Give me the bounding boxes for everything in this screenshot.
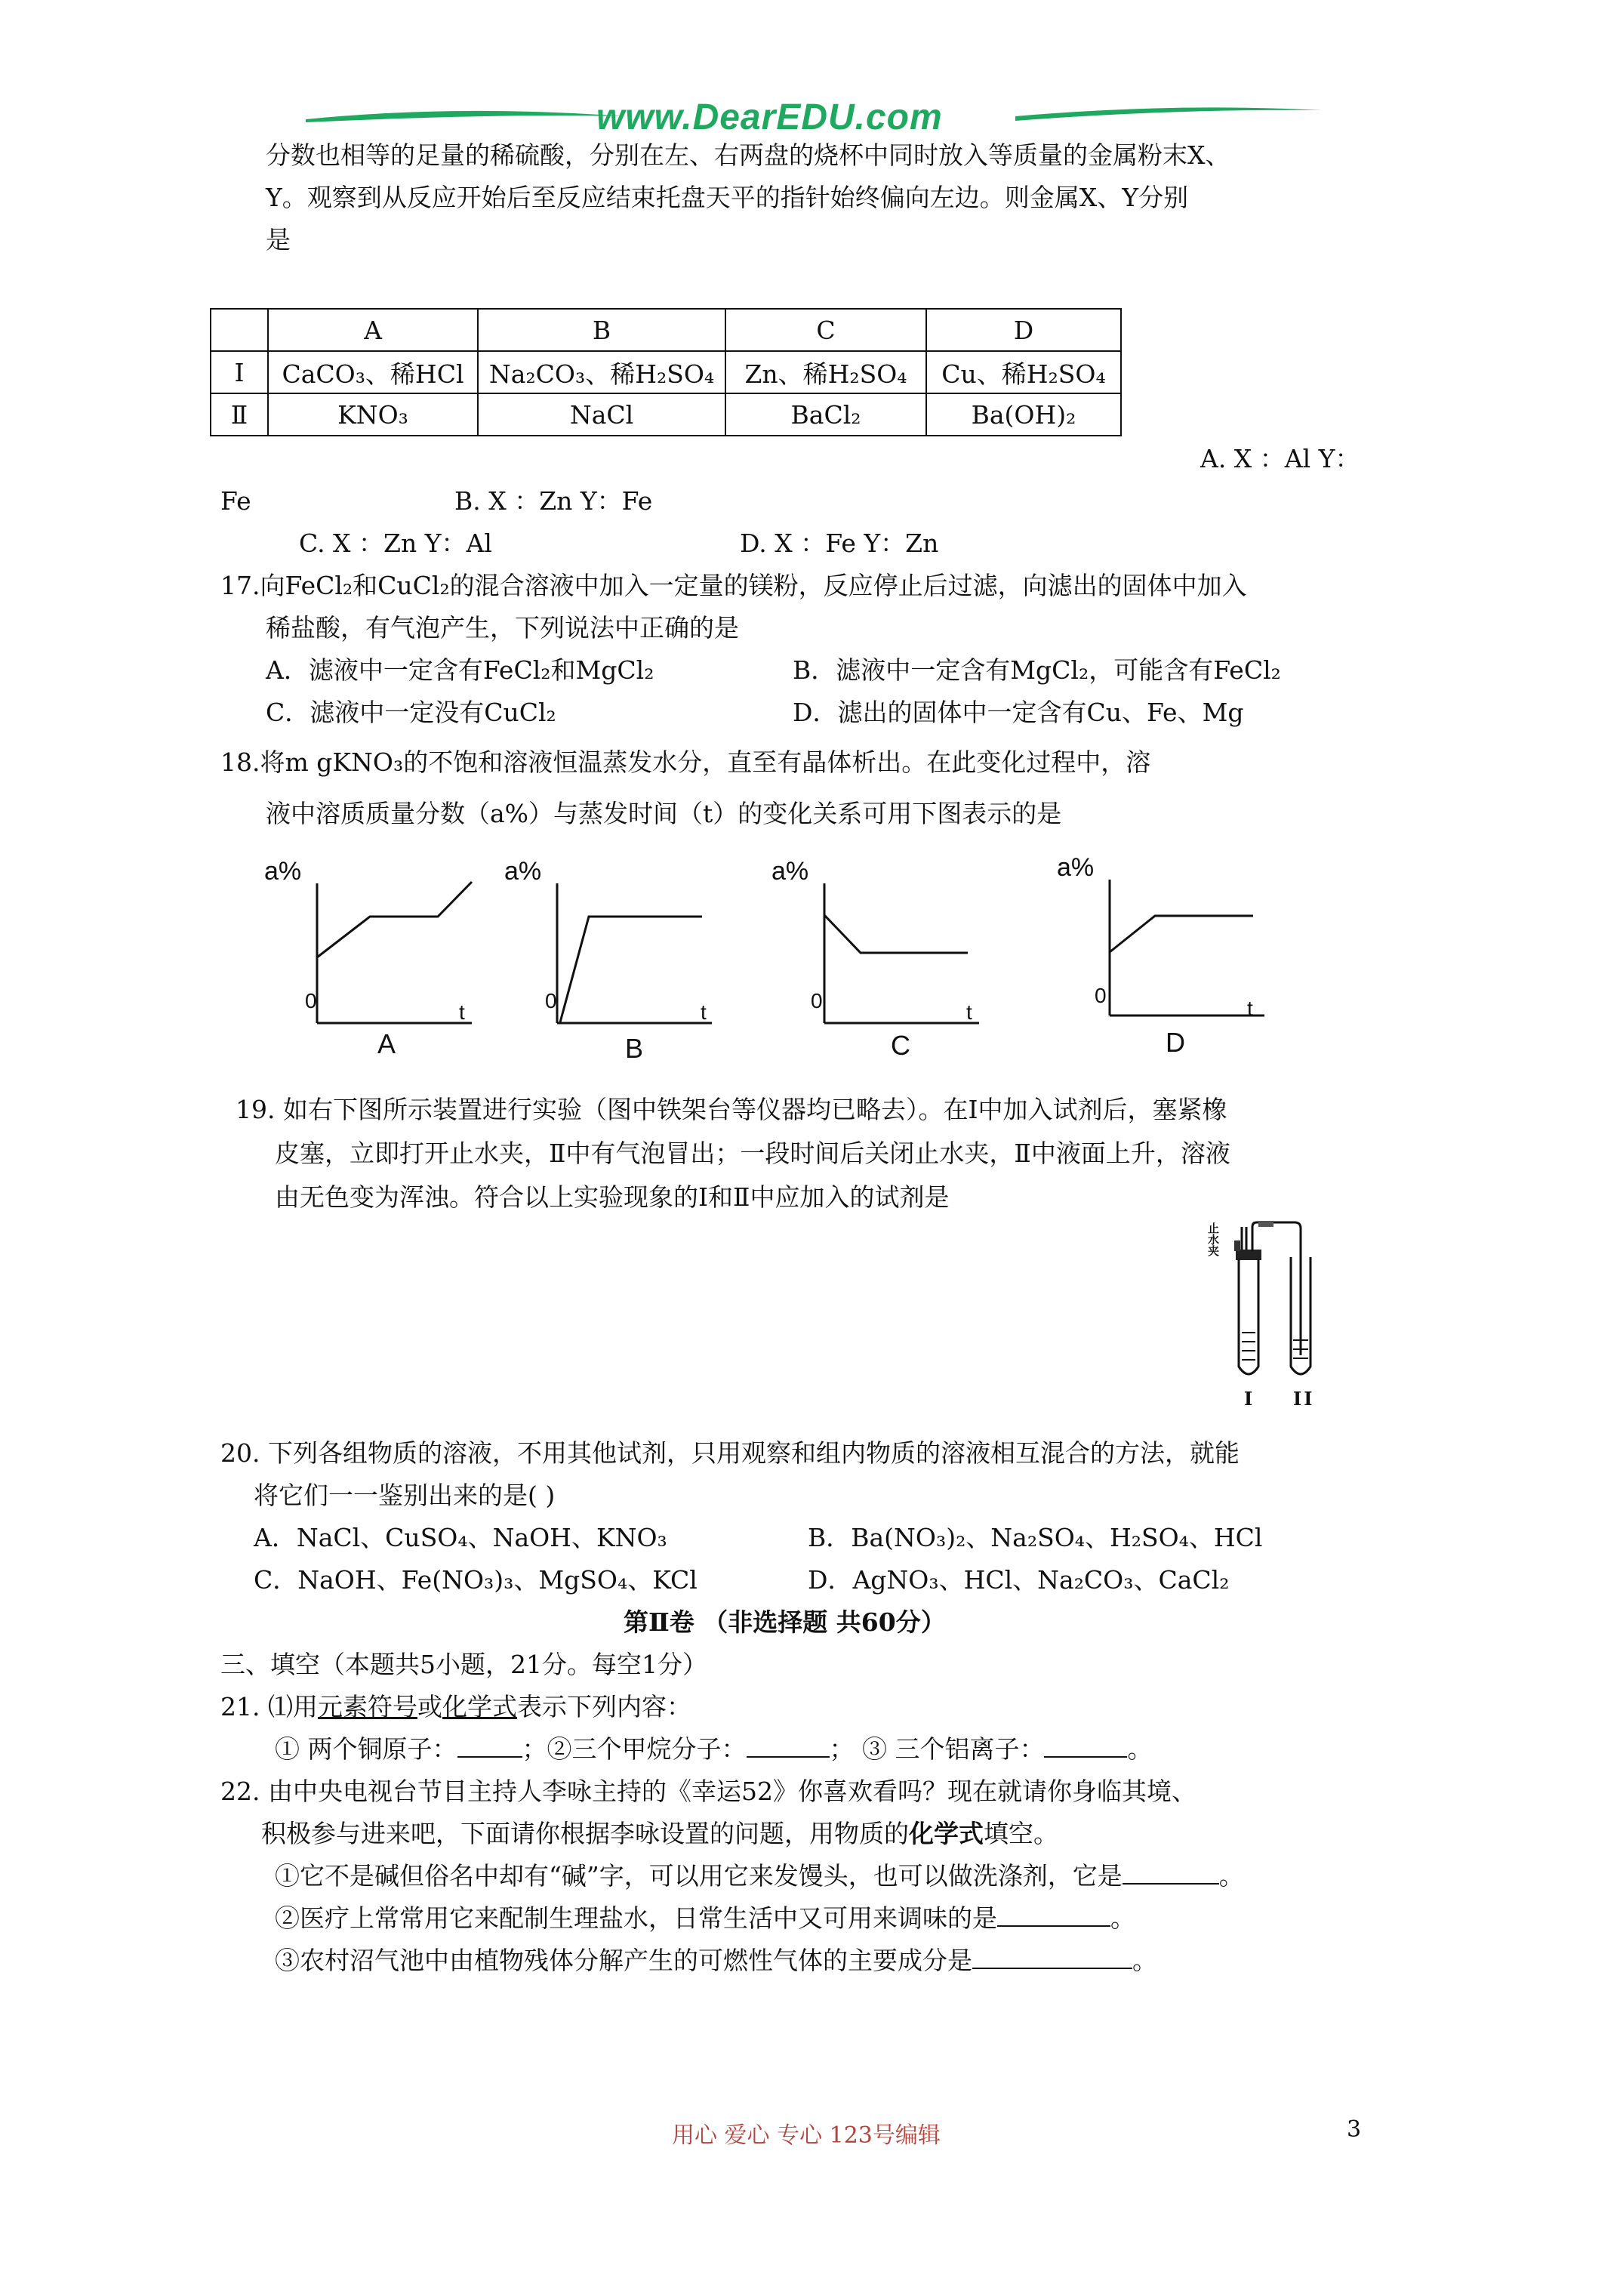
q22-line1: 22. 由中央电视台节目主持人李咏主持的《幸运52》你喜欢看吗？现在就请你身临其境、 bbox=[220, 1777, 1196, 1806]
q20-option-b: B．Ba(NO₃)₂、Na₂SO₄、H₂SO₄、HCl bbox=[808, 1523, 1263, 1552]
table-row bbox=[211, 309, 1121, 351]
q22-line2c: 填空。 bbox=[984, 1819, 1058, 1848]
q21-end: 。 bbox=[1127, 1734, 1153, 1764]
q22-item3-text: ③农村沼气池中由植物残体分解产生的可燃性气体的主要成分是 bbox=[275, 1946, 972, 1975]
q16-option-d: D. X ：Fe Y：Zn bbox=[740, 529, 939, 558]
q16-option-a: A. X ：Al Y： bbox=[1200, 444, 1360, 473]
q22-end: 。 bbox=[1132, 1946, 1157, 1975]
page-number: 3 bbox=[1347, 2116, 1362, 2143]
q21-items bbox=[275, 1734, 1152, 1764]
graph-b-axes bbox=[542, 868, 723, 1038]
table-row bbox=[211, 393, 1121, 436]
answer-blank[interactable] bbox=[747, 1756, 830, 1758]
q16-line2: Y。观察到从反应开始后至反应结束托盘天平的指针始终偏向左边。则金属X、Y分别 bbox=[266, 183, 1189, 212]
q20-option-c: C．NaOH、Fe(NO₃)₃、MgSO₄、KCl bbox=[254, 1565, 698, 1595]
table-cell: NaCl bbox=[478, 393, 725, 436]
q22-item1-text: ①它不是碱但俗名中却有“碱”字，可以用它来发馒头，也可以做洗涤剂，它是 bbox=[275, 1861, 1123, 1891]
graph-label-c: C bbox=[891, 1030, 910, 1061]
graph-c-axes bbox=[809, 868, 990, 1038]
q16-option-b: B. X ：Zn Y：Fe bbox=[454, 486, 653, 516]
graph-xlabel: t bbox=[966, 1000, 972, 1024]
graph-xlabel: t bbox=[1247, 997, 1253, 1020]
q21-line1 bbox=[220, 1692, 691, 1722]
section2-title: 第Ⅱ卷 （非选择题 共60分） bbox=[624, 1607, 946, 1637]
q21-item3: ； ③ 三个铝离子： bbox=[829, 1734, 1045, 1764]
table-header-d: D bbox=[926, 309, 1121, 351]
graph-label-a: A bbox=[377, 1028, 396, 1059]
table-cell: Ba(OH)₂ bbox=[926, 393, 1121, 436]
q17-option-d: D．滤出的固体中一定含有Cu、Fe、Mg bbox=[793, 698, 1244, 727]
answer-blank[interactable] bbox=[1044, 1756, 1127, 1758]
q22-item3 bbox=[275, 1946, 1157, 1976]
q17-option-c: C．滤液中一定没有CuCl₂ bbox=[266, 698, 556, 727]
q22-end: 。 bbox=[1110, 1903, 1135, 1933]
table-cell: Zn、稀H₂SO₄ bbox=[725, 351, 926, 393]
answer-blank[interactable] bbox=[457, 1756, 522, 1758]
graph-origin: 0 bbox=[545, 989, 557, 1012]
graph-origin: 0 bbox=[1095, 984, 1107, 1007]
q19-line2: 皮塞，立即打开止水夹，Ⅱ中有气泡冒出；一段时间后关闭止水夹，Ⅱ中液面上升，溶液 bbox=[275, 1139, 1230, 1168]
table-cell: Ⅰ bbox=[211, 351, 268, 393]
q21-prefix: 21. ⑴用 bbox=[220, 1692, 318, 1721]
apparatus-drawing bbox=[1219, 1219, 1332, 1404]
q17-line1: 17.向FeCl₂和CuCl₂的混合溶液中加入一定量的镁粉，反应停止后过滤，向滤出的固体中加入 bbox=[220, 571, 1247, 600]
answer-blank[interactable] bbox=[972, 1968, 1132, 1969]
q21-underlined-2: 化学式 bbox=[442, 1692, 517, 1721]
q20-line1: 20. 下列各组物质的溶液，不用其他试剂，只用观察和组内物质的溶液相互混合的方法，就能 bbox=[220, 1438, 1240, 1468]
tube-label-1: I bbox=[1244, 1388, 1253, 1410]
q21-underlined-1: 元素符号 bbox=[317, 1692, 417, 1721]
q16-options-table bbox=[210, 308, 1122, 436]
q17-option-b: B．滤液中一定含有MgCl₂，可能含有FeCl₂ bbox=[793, 655, 1281, 685]
q16-line3: 是 bbox=[266, 225, 291, 254]
table-header-a: A bbox=[268, 309, 478, 351]
header-site-url: www.DearEDU.com bbox=[596, 97, 943, 137]
graph-label-d: D bbox=[1166, 1027, 1185, 1058]
graph-label-b: B bbox=[625, 1033, 644, 1064]
graph-origin: 0 bbox=[305, 989, 317, 1012]
q22-end: 。 bbox=[1218, 1861, 1244, 1891]
q22-line2b: 化学式 bbox=[909, 1819, 984, 1848]
table-cell: Ⅱ bbox=[211, 393, 268, 436]
graph-a-axes bbox=[302, 868, 483, 1038]
graph-xlabel: t bbox=[701, 1000, 707, 1024]
table-header-b: B bbox=[478, 309, 725, 351]
graph-origin: 0 bbox=[811, 989, 823, 1012]
tube-label-2: II bbox=[1293, 1388, 1315, 1410]
q21-suffix: 表示下列内容： bbox=[516, 1692, 691, 1721]
table-cell: BaCl₂ bbox=[725, 393, 926, 436]
table-cell: Na₂CO₃、稀H₂SO₄ bbox=[478, 351, 725, 393]
q16-line1: 分数也相等的足量的稀硫酸，分别在左、右两盘的烧杯中同时放入等质量的金属粉末X、 bbox=[266, 140, 1230, 170]
graph-ylabel: a% bbox=[1057, 853, 1095, 882]
q22-line2a: 积极参与进来吧，下面请你根据李咏设置的问题，用物质的 bbox=[261, 1819, 909, 1848]
q16-option-a-cont: Fe bbox=[220, 486, 251, 516]
part3-heading: 三、填空（本题共5小题，21分。每空1分） bbox=[220, 1650, 707, 1679]
graph-xlabel: t bbox=[459, 1000, 465, 1024]
table-row bbox=[211, 351, 1121, 393]
footer-text: 用心 爱心 专心 123号编辑 bbox=[672, 2122, 941, 2149]
table-cell: CaCO₃、稀HCl bbox=[268, 351, 478, 393]
answer-blank[interactable] bbox=[997, 1925, 1110, 1927]
clamp-label: 止水夹 bbox=[1208, 1222, 1220, 1258]
graph-ylabel: a% bbox=[771, 857, 809, 886]
q18-line2: 液中溶质质量分数（a%）与蒸发时间（t）的变化关系可用下图表示的是 bbox=[266, 799, 1062, 828]
q19-line3: 由无色变为浑浊。符合以上实验现象的Ⅰ和Ⅱ中应加入的试剂是 bbox=[275, 1182, 950, 1212]
q21-item1: ① 两个铜原子： bbox=[275, 1734, 457, 1764]
q17-option-a: A．滤液中一定含有FeCl₂和MgCl₂ bbox=[266, 655, 654, 685]
q17-line2: 稀盐酸，有气泡产生，下列说法中正确的是 bbox=[266, 613, 739, 643]
q22-item2-text: ②医疗上常常用它来配制生理盐水，日常生活中又可用来调味的是 bbox=[275, 1903, 997, 1933]
q20-option-d: D．AgNO₃、HCl、Na₂CO₃、CaCl₂ bbox=[808, 1565, 1230, 1595]
table-cell: Cu、稀H₂SO₄ bbox=[926, 351, 1121, 393]
q20-line2: 将它们一一鉴别出来的是( ) bbox=[254, 1481, 556, 1510]
answer-blank[interactable] bbox=[1123, 1883, 1219, 1885]
q16-option-c: C. X ：Zn Y：Al bbox=[299, 529, 492, 558]
q22-line2 bbox=[261, 1819, 1058, 1849]
q21-item2: ；②三个甲烷分子： bbox=[522, 1734, 747, 1764]
table-cell bbox=[211, 309, 268, 351]
q18-line1: 18.将m gKNO₃的不饱和溶液恒温蒸发水分，直至有晶体析出。在此变化过程中，溶 bbox=[220, 747, 1151, 777]
table-cell: KNO₃ bbox=[268, 393, 478, 436]
q21-mid: 或 bbox=[417, 1692, 442, 1721]
graph-ylabel: a% bbox=[504, 857, 542, 886]
table-header-c: C bbox=[725, 309, 926, 351]
q19-line1: 19. 如右下图所示装置进行实验（图中铁架台等仪器均已略去）。在Ⅰ中加入试剂后，塞紧橡 bbox=[236, 1095, 1227, 1124]
q20-option-a: A．NaCl、CuSO₄、NaOH、KNO₃ bbox=[254, 1523, 667, 1552]
q22-item2 bbox=[275, 1903, 1135, 1934]
graph-ylabel: a% bbox=[264, 857, 302, 886]
q22-item1 bbox=[275, 1861, 1244, 1891]
